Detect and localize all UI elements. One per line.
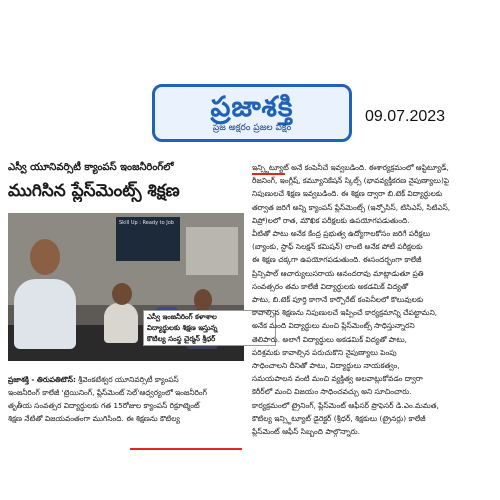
body-line: విప్రో)లలో రాత, మౌఖిక పరీక్షలకు ఉపయోగపడుతుంది. (252, 215, 410, 225)
attendee-figure (104, 303, 138, 343)
body-line: సమయపాలన వంటి మంచి వ్యక్తిత్వ అలవాట్లుకోవడం ద్వారా (252, 374, 423, 384)
body-line: (బ్యాంకు, స్టాఫ్ సెలక్షన్ కమిషన్) లాంటి అనేక పోటీ పరీక్షలకు (252, 242, 423, 252)
caption-line: కొటిల్య సంస్థ చైర్మన్ శ్రీధర్ (147, 335, 216, 343)
photo-banner (186, 227, 238, 275)
body-line: ఈ శిక్షణ చక్కగా ఉపయోగపడుతుంది. ఈసందర్భంగా కాలేజీ (252, 255, 422, 265)
screen-text: Skill Up : Ready to Job (119, 220, 174, 226)
body-line: రీజనింగ్, ఇంగ్లీష్, కమ్యూనికేషన్ స్కిల్స్ (భావవ్యక్తీకరణ నైపుణ్యాలు)పై (252, 176, 450, 186)
body-line: కౌటిల్య ఇన్స్టిట్యూట్ డైరెక్టర్ (శ్రీధర్, శిక్షకులు (ట్రైనర్లు) కాలేజీ (252, 413, 426, 423)
speaker-figure (14, 279, 76, 349)
logo-text: ప్రజాశక్తి (210, 90, 294, 123)
attendee-head (194, 289, 212, 311)
body-line: వీటితో పాటు అనేక కేంద్ర ప్రభుత్వ ఉద్యోగాలకోసం జరిగే పరీక్షలు (252, 229, 431, 239)
attendee-head (112, 283, 132, 305)
body-line: పరిశ్రమకు కావాల్సిన పరుచుకొని నైపుణ్యాలు పెంపు (252, 347, 397, 357)
body-line: పాటు, బి.టెక్ పూర్తి కాగానే కార్పొరేట్ కంపెనీలలో కొలువులకు (252, 295, 424, 305)
newspaper-logo (152, 84, 352, 142)
publication-date: 09.07.2023 (365, 108, 446, 125)
highlight-underline (130, 448, 242, 450)
body-line: కావాల్సిన శిక్షణను నిపుణులచే ఇప్పించే కార్యక్రమాన్ని చేపట్టామని, (252, 308, 438, 318)
body-line: ఇన్స్టిట్యూట్ అనే కంపెనీచే ఇవ్వబడింది. ఈశార్యక్రమంలో ఆప్టిట్యూడ్, (252, 163, 449, 172)
body-line: ప్లేస్‌మెంట్ ఆఫీస్ సిబ్బంది పాల్గొన్నారు. (252, 427, 360, 437)
masthead (0, 0, 500, 155)
article-body-left (8, 373, 244, 453)
body-line: సంవత్సరం తమ కాలేజీ విద్యార్థులకు అకడమిక్ విద్యతో (252, 281, 409, 291)
body-line: శిక్షణ నేటితో విజయవంతంగా ముగిసింది. ఈ శిక్షణను కౌటిల్య (8, 414, 180, 423)
body-line: ఇంజనీరింగ్ కాలేజీ 'ట్రెయినింగ్, ప్లేస్‌మెంట్ సెల్'ఆధ్వర్యంలో ఇంజనీరింగ్ (8, 388, 207, 397)
body-line: నిపుణులచే శిక్షణ ఇవ్వబడింది. ఈ శిక్షణ ద్వారా బి.టెక్ విద్యార్థులకు (252, 189, 443, 199)
body-line: కెరీర్‌లో మంచి విజయం సాధించవచ్చు అని సూచించారు. (252, 387, 412, 397)
article-headline: ముగిసిన ప్లేస్‌మెంట్స్ శిక్షణ (8, 181, 180, 201)
body-line: అనేక మంది విద్యార్థులు మంచి ప్లేస్‌మెంట్స్ సాధిస్తున్నారని (252, 321, 415, 331)
caption-line: ఎస్వీ ఇంజనీరింగ్ కళాశాల (147, 313, 217, 321)
projection-screen (116, 217, 180, 261)
body-line: సాధించాలని దీనితో పాటు, విద్యార్థులు నాయకత్వం, (252, 361, 400, 371)
body-line: తృతీయ సంవత్సర విద్యార్థులకు గత 15రోజుల క్యాంపస్ రిక్రూట్మెంట్ (8, 401, 200, 410)
article-subheading: ఎస్వీ యూనివర్సిటీ క్యాంపస్ ఇంజనీరింగ్‌లో (8, 162, 174, 173)
body-line: ప్రిన్సిపాల్ ఆచార్యులుసరాయ ఆనందరావు మాట్లాడుతూ ప్రతి (252, 268, 424, 278)
body-line: తర్వాత జరిగే అన్ని క్యాంపస్ ప్లేస్‌మెంట్స్ (ఇన్ఫోసిస్, టిసిఎస్, సిటిఎస్, (252, 202, 451, 212)
body-line: తెలిపారు. అలాగే విద్యార్థులు అకడమిక్ విద్యతో పాటు, (252, 334, 408, 344)
body-line: శ్రీవెంకటేశ్వర యూనివర్సిటీ క్యాంపస్ (78, 375, 179, 384)
body-line: కార్యక్రమంలో ట్రైనింగ్, ప్లేస్‌మెంట్ ఆఫీసర్ ప్రొఫెసర్ డి.ఎం.మమత, (252, 400, 439, 410)
logo-tagline: ప్రజ అక్షరం ప్రజల పక్షం (212, 123, 292, 133)
caption-line: విద్యార్థులకు శిక్షణ ఇస్తున్న (147, 324, 218, 332)
highlight-underline (252, 173, 285, 175)
byline: ప్రజాశక్తి - తిరుపతిటౌన్: (8, 375, 76, 384)
speaker-head (30, 239, 60, 275)
article-body-right (252, 161, 494, 451)
